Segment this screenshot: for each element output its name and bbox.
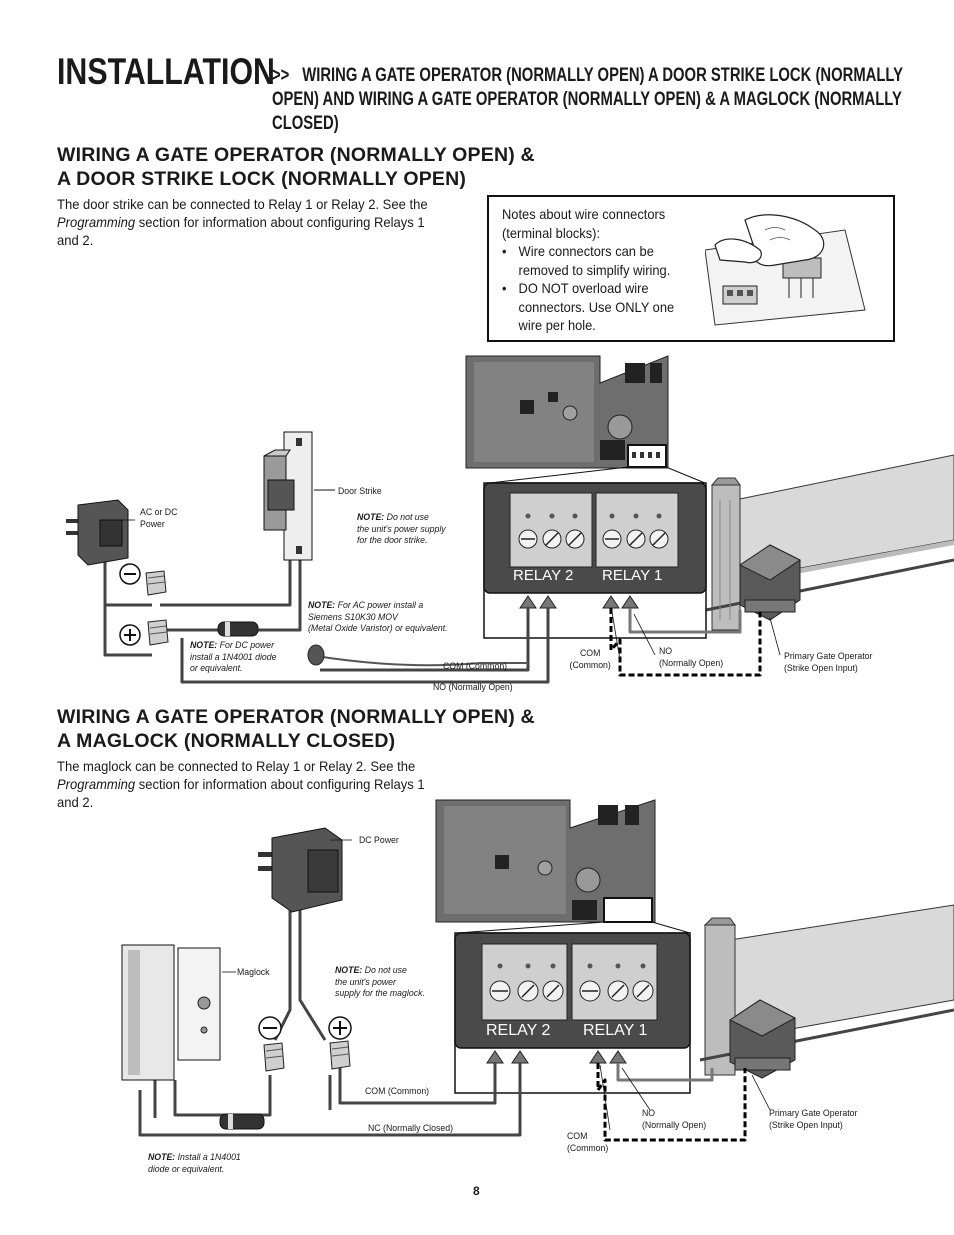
section1-body bbox=[57, 195, 448, 249]
connector-notes-intro: Notes about wire connectors (terminal blocks): bbox=[502, 206, 666, 241]
dc-note bbox=[190, 640, 276, 675]
wire-nut-positive-1 bbox=[148, 620, 168, 645]
com-label-1: COM (Common) bbox=[569, 648, 611, 671]
wire-nut-positive-2 bbox=[330, 1041, 350, 1069]
relay-closeup-2 bbox=[455, 922, 690, 1093]
page-number: 8 bbox=[473, 1184, 480, 1198]
connector-note-bullet: • Wire connectors can be removed to simplify wiring. bbox=[519, 242, 691, 279]
door-strike-label: Door Strike bbox=[338, 486, 382, 497]
diode-component-1 bbox=[218, 622, 258, 636]
plus-icon bbox=[120, 625, 140, 645]
control-board-1 bbox=[466, 356, 668, 468]
relay-closeup-1 bbox=[484, 467, 706, 638]
wire-nut-negative-2 bbox=[264, 1043, 284, 1071]
note-label: NOTE: bbox=[357, 512, 385, 523]
com-label-2: COM (Common) bbox=[567, 1131, 609, 1154]
section1-body-italic: Programming bbox=[57, 214, 136, 230]
note-label: NOTE: bbox=[335, 965, 363, 976]
section2-body-italic: Programming bbox=[57, 776, 136, 792]
control-board-2 bbox=[436, 800, 655, 922]
section1-heading-line1: WIRING A GATE OPERATOR (NORMALLY OPEN) & bbox=[57, 144, 535, 166]
power-note-2 bbox=[335, 965, 425, 1000]
section2-heading-line2: A MAGLOCK (NORMALLY CLOSED) bbox=[57, 730, 396, 752]
dc-power-label: DC Power bbox=[359, 835, 399, 846]
relay2-label-1: RELAY 2 bbox=[513, 567, 574, 584]
com-common-label-1: COM (Common) bbox=[443, 661, 508, 672]
note-text: For AC power install a Siemens S10K30 MOV (Metal Oxide Varistor) or equivalent. bbox=[308, 600, 448, 634]
diode-component-2 bbox=[220, 1114, 264, 1129]
subtitle-text: WIRING A GATE OPERATOR (NORMALLY OPEN) A DOOR STRIKE LOCK (NORMALLY OPEN) AND WIRING A GATE OPERATOR (NORMALLY OPEN) & A MAGLOCK (NORMALLY CLOSED) bbox=[272, 65, 903, 134]
section1-heading-line2: A DOOR STRIKE LOCK (NORMALLY OPEN) bbox=[57, 168, 467, 190]
page-subtitle bbox=[272, 64, 912, 136]
maglock-illustration bbox=[122, 945, 236, 1080]
power-adapter-2 bbox=[258, 828, 342, 912]
plus-icon bbox=[329, 1017, 351, 1039]
section2-heading bbox=[57, 705, 535, 753]
connector-notes-list bbox=[502, 242, 691, 335]
power-adapter-1 bbox=[66, 500, 128, 565]
no-label-1: NO (Normally Open) bbox=[659, 646, 724, 669]
connector-notes-text bbox=[502, 205, 691, 335]
page-title: INSTALLATION bbox=[57, 51, 275, 92]
section2-body-post: section for information about configuring Relays 1 and 2. bbox=[57, 776, 425, 810]
relay1-label-1: RELAY 1 bbox=[602, 567, 663, 584]
maglock-label: Maglock bbox=[237, 967, 270, 978]
no-label-2: NO (Normally Open) bbox=[642, 1108, 707, 1131]
relay1-label-2: RELAY 1 bbox=[583, 1022, 648, 1039]
terminal-block-hand-illustration bbox=[705, 210, 885, 330]
section1-heading bbox=[57, 143, 535, 191]
note-text: Do not use the unit's power supply for the door strike. bbox=[357, 512, 446, 546]
note-text: Install a 1N4001 diode or equivalent. bbox=[148, 1152, 241, 1175]
minus-icon bbox=[259, 1017, 281, 1039]
no-normally-open-label-1: NO (Normally Open) bbox=[433, 682, 513, 693]
power-label-1: AC or DC Power bbox=[140, 507, 178, 530]
wire-nut-negative-1 bbox=[146, 571, 166, 595]
connector-note-bullet: • DO NOT overload wire connectors. Use ONLY one wire per hole. bbox=[519, 279, 691, 335]
note-label: NOTE: bbox=[308, 600, 336, 611]
power-note-1 bbox=[357, 512, 446, 547]
mov-component bbox=[308, 645, 324, 665]
primary-gate-operator-label-1: Primary Gate Operator (Strike Open Input) bbox=[784, 651, 873, 674]
note-label: NOTE: bbox=[190, 640, 218, 651]
minus-icon bbox=[120, 564, 140, 584]
ac-note bbox=[308, 600, 448, 635]
section2-heading-line1: WIRING A GATE OPERATOR (NORMALLY OPEN) & bbox=[57, 706, 535, 728]
note-text: For DC power install a 1N4001 diode or equivalent. bbox=[190, 640, 277, 674]
door-strike-illustration bbox=[264, 432, 335, 560]
nc-normally-closed-label: NC (Normally Closed) bbox=[368, 1123, 453, 1134]
relay2-label-2: RELAY 2 bbox=[486, 1022, 551, 1039]
primary-gate-operator-label-2: Primary Gate Operator (Strike Open Input) bbox=[769, 1108, 858, 1131]
section2-body-pre: The maglock can be connected to Relay 1 or Relay 2. See the bbox=[57, 758, 416, 774]
note-label: NOTE: bbox=[148, 1152, 176, 1163]
note-text: Do not use the unit's power supply for the maglock. bbox=[335, 965, 425, 999]
diode-note bbox=[148, 1152, 241, 1175]
section1-body-post: section for information about configuring Relays 1 and 2. bbox=[57, 214, 425, 248]
section1-body-pre: The door strike can be connected to Relay 1 or Relay 2. See the bbox=[57, 196, 428, 212]
subtitle-prefix: >> bbox=[272, 65, 290, 86]
com-common-label-2: COM (Common) bbox=[365, 1086, 430, 1097]
